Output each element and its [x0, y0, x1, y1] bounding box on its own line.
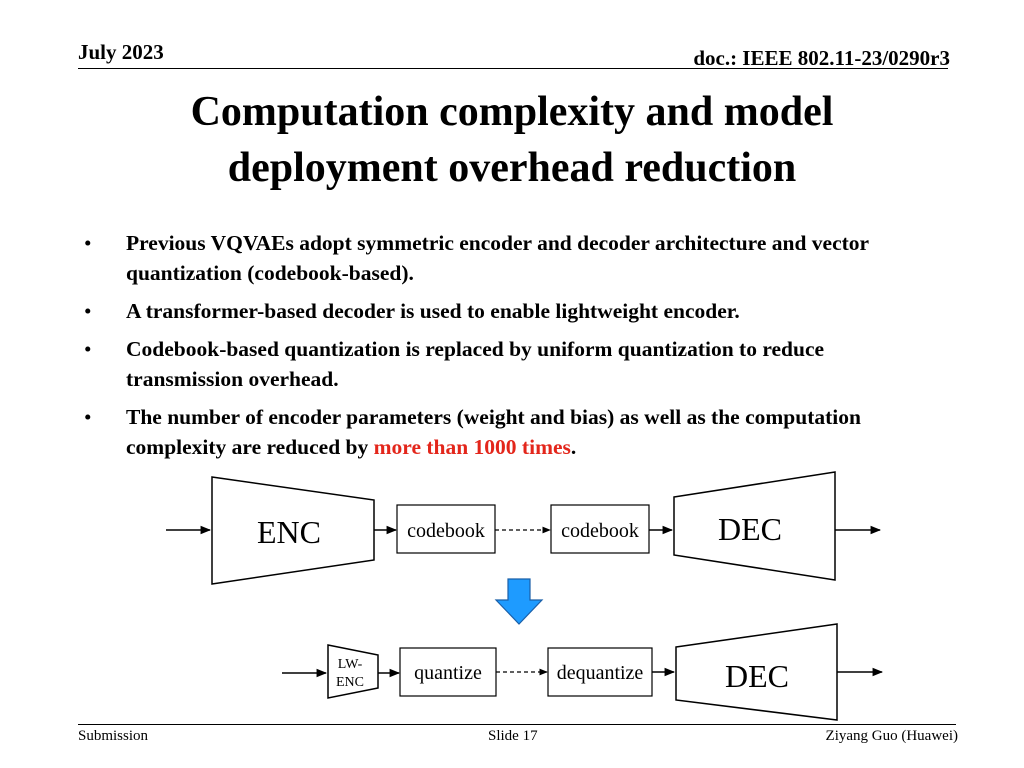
bottom-decoder-label: DEC	[725, 658, 789, 694]
bullet-text: Codebook-based quantization is replaced by uniform quantization to reduce transmission overhead.	[126, 337, 825, 391]
top-encoder-label: ENC	[257, 514, 321, 550]
footer-slide-number: Slide 17	[488, 728, 538, 744]
bullet-text: The number of encoder parameters (weight and bias) as well as the computation complexity are reduced by	[126, 405, 861, 459]
footer-author: Ziyang Guo (Huawei)	[825, 728, 958, 744]
header-date: July 2023	[78, 40, 164, 64]
bottom-quantize-label: quantize	[414, 662, 482, 684]
top-codebook-label-left: codebook	[407, 520, 485, 542]
bullet-text: A transformer-based decoder is used to enable lightweight encoder.	[126, 299, 740, 323]
bottom-lw-encoder-label-1: LW-	[337, 657, 363, 672]
bottom-dequantize-label: dequantize	[556, 662, 644, 684]
bullet-dot: •	[84, 337, 92, 361]
slide-title-line-2: deployment overhead reduction	[227, 145, 797, 191]
footer-submission: Submission	[78, 728, 149, 744]
footer-rule	[78, 724, 956, 725]
top-codebook-label-right: codebook	[561, 520, 639, 542]
bullet-highlight: more than 1000 times	[373, 435, 571, 459]
bullet-text: Previous VQVAEs adopt symmetric encoder and decoder architecture and vector quantization (codebook-based).	[126, 231, 869, 285]
down-arrow-icon	[496, 579, 542, 624]
bullet-text-end: .	[570, 435, 577, 459]
bullet-dot: •	[84, 405, 92, 429]
bullet-dot: •	[84, 299, 92, 323]
bullet-dot: •	[84, 231, 92, 255]
bottom-lw-encoder-label-2: ENC	[336, 675, 364, 690]
slide-title-line-1: Computation complexity and model	[190, 89, 834, 135]
header-doc-id: doc.: IEEE 802.11-23/0290r3	[693, 46, 950, 70]
top-decoder-label: DEC	[718, 511, 782, 547]
